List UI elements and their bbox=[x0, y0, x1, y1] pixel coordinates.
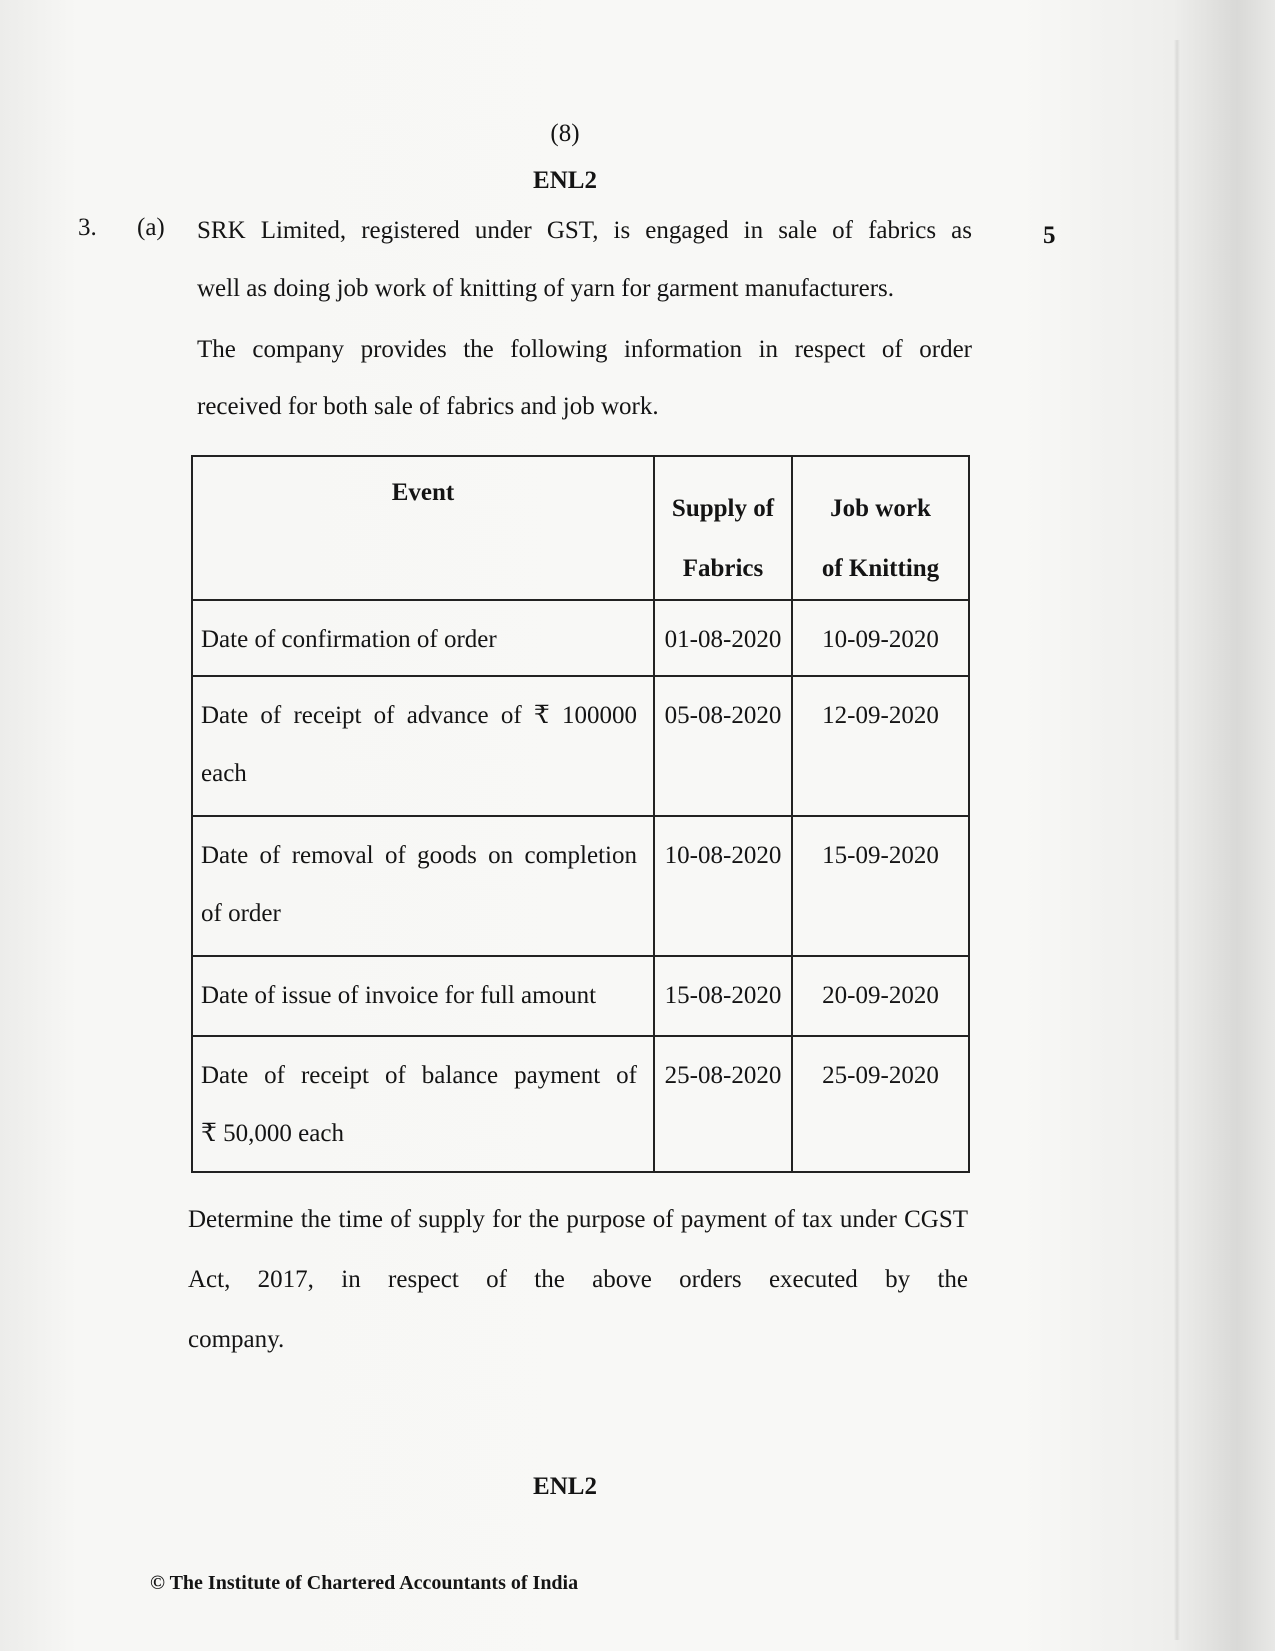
page-number: (8) bbox=[550, 120, 580, 147]
scan-edge-shadow bbox=[1174, 40, 1180, 1640]
question-number: 3. bbox=[78, 214, 97, 241]
knitting-date-cell: 12-09-2020 bbox=[792, 676, 969, 816]
header-fabrics bbox=[654, 456, 792, 600]
header-knitting-line-1: Job work bbox=[830, 495, 931, 522]
table-row bbox=[192, 1036, 969, 1172]
info-line-1: The company provides the following information in respect of order bbox=[197, 336, 972, 363]
header-knitting-line-2: of Knitting bbox=[821, 555, 940, 582]
header-fabrics-line-2: Fabrics bbox=[682, 555, 764, 582]
info-line-2: received for both sale of fabrics and job work. bbox=[197, 393, 659, 420]
event-line-1: Date of receipt of advance of ₹ 100000 bbox=[201, 702, 637, 729]
event-cell bbox=[192, 676, 654, 816]
table-row bbox=[192, 816, 969, 956]
fabrics-date-cell: 05-08-2020 bbox=[654, 676, 792, 816]
question-intro bbox=[197, 202, 972, 318]
paper-code-footer: ENL2 bbox=[533, 1473, 597, 1500]
table-header-row bbox=[192, 456, 969, 600]
event-line-2: ₹ 50,000 each bbox=[201, 1120, 344, 1147]
question-info bbox=[197, 321, 972, 435]
knitting-date-cell: 25-09-2020 bbox=[792, 1036, 969, 1172]
events-table bbox=[191, 455, 970, 1173]
question-marks: 5 bbox=[1043, 222, 1056, 249]
header-event: Event bbox=[192, 456, 654, 600]
question-instruction bbox=[188, 1190, 968, 1370]
question-part: (a) bbox=[137, 214, 165, 241]
event-line-1: Date of receipt of balance payment of bbox=[201, 1062, 637, 1089]
event-cell bbox=[192, 600, 654, 676]
fabrics-date-cell: 10-08-2020 bbox=[654, 816, 792, 956]
event-line-1: Date of removal of goods on completion bbox=[201, 842, 637, 869]
instruction-line-3: company. bbox=[188, 1326, 285, 1353]
event-line-2: each bbox=[201, 760, 247, 787]
instruction-line-1: Determine the time of supply for the purpose of payment of tax under bbox=[188, 1206, 897, 1233]
table-row bbox=[192, 676, 969, 816]
paper-code-header: ENL2 bbox=[533, 167, 597, 194]
fabrics-date-cell: 15-08-2020 bbox=[654, 956, 792, 1036]
instruction-line-2: CGST Act, 2017, in respect of the above orders executed by the bbox=[188, 1206, 969, 1293]
event-cell bbox=[192, 956, 654, 1036]
knitting-date-cell: 10-09-2020 bbox=[792, 600, 969, 676]
knitting-date-cell: 15-09-2020 bbox=[792, 816, 969, 956]
event-line-1: Date of confirmation of order bbox=[201, 626, 497, 653]
table-row bbox=[192, 600, 969, 676]
event-line-1: Date of issue of invoice for full amount bbox=[201, 982, 597, 1009]
knitting-date-cell: 20-09-2020 bbox=[792, 956, 969, 1036]
header-knitting bbox=[792, 456, 969, 600]
copyright-notice: © The Institute of Chartered Accountants of India bbox=[150, 1572, 579, 1594]
event-cell bbox=[192, 1036, 654, 1172]
event-line-2: of order bbox=[201, 900, 281, 927]
event-cell bbox=[192, 816, 654, 956]
intro-line-1: SRK Limited, registered under GST, is engaged in sale of fabrics as bbox=[197, 217, 972, 244]
fabrics-date-cell: 01-08-2020 bbox=[654, 600, 792, 676]
intro-line-2: well as doing job work of knitting of yarn for garment manufacturers. bbox=[197, 275, 895, 302]
table-row bbox=[192, 956, 969, 1036]
fabrics-date-cell: 25-08-2020 bbox=[654, 1036, 792, 1172]
header-fabrics-line-1: Supply of bbox=[671, 495, 775, 522]
